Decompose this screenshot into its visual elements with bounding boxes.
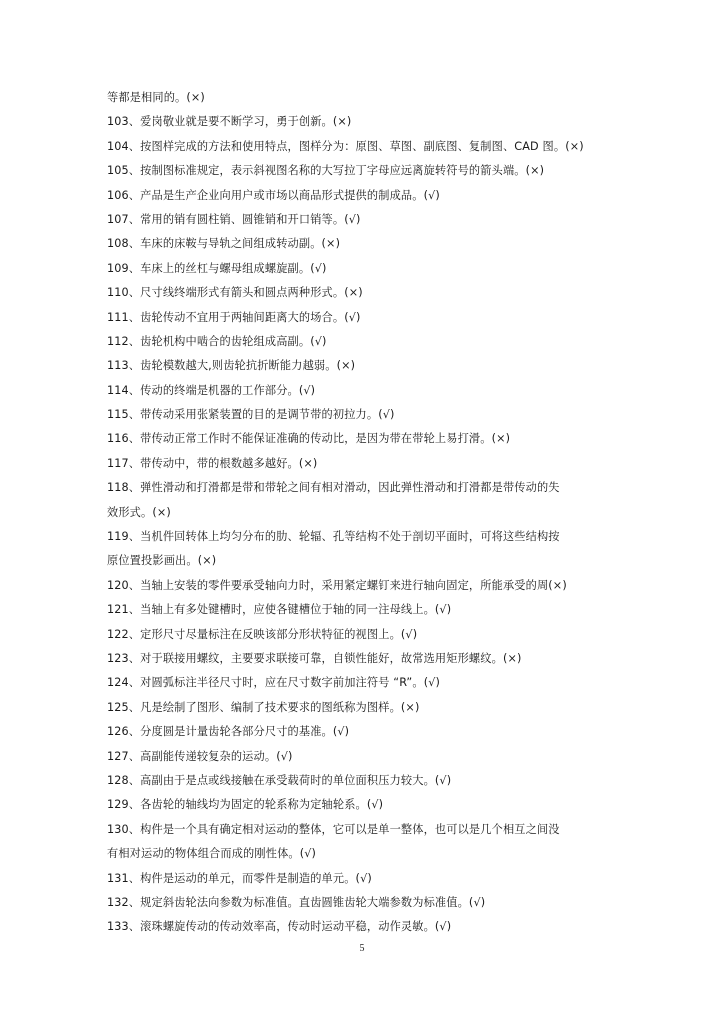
text-line: 121、当轴上有多处键槽时，应使各键槽位于轴的同一注母线上。(√) [107, 603, 452, 617]
text-line: 130、构件是一个具有确定相对运动的整体，它可以是单一整体，也可以是几个相互之间没 [107, 822, 560, 836]
text-line: 115、带传动采用张紧装置的目的是调节带的初拉力。(√) [107, 408, 395, 422]
text-line: 129、各齿轮的轴线均为固定的轮系称为定轴轮系。(√) [107, 798, 384, 812]
text-line: 123、对于联接用螺纹，主要要求联接可靠，自锁性能好，故常选用矩形螺纹。(×) [107, 651, 522, 665]
text-line: 133、滚珠螺旋传动的传动效率高，传动时运动平稳，动作灵敏。(√) [107, 920, 452, 934]
text-line: 等都是相同的。(×) [107, 91, 205, 104]
text-line: 112、齿轮机构中啮合的齿轮组成高副。(√) [107, 334, 327, 348]
text-line: 124、对圆弧标注半径尺寸时，应在尺寸数字前加注符号 “R”。(√) [107, 676, 441, 690]
text-body [107, 86, 622, 940]
text-line: 104、按图样完成的方法和使用特点，图样分为：原图、草图、副底图、复制图、CAD 图。(×) [107, 139, 584, 153]
text-line: 109、车床上的丝杠与螺母组成螺旋副。(√) [107, 261, 327, 275]
text-line: 131、构件是运动的单元，而零件是制造的单元。(√) [107, 871, 372, 885]
text-line: 128、高副由于是点或线接触在承受载荷时的单位面积压力较大。(√) [107, 773, 452, 787]
text-line: 125、凡是绘制了图形、编制了技术要求的图纸称为图样。(×) [107, 700, 420, 714]
text-line: 103、爱岗敬业就是要不断学习，勇于创新。(×) [107, 115, 352, 129]
text-line: 106、产品是生产企业向用户或市场以商品形式提供的制成品。(√) [107, 188, 440, 202]
text-line: 132、规定斜齿轮法向参数为标准值。直齿圆锥齿轮大端参数为标准值。(√) [107, 895, 486, 909]
text-line: 105、按制图标准规定，表示斜视图名称的大写拉丁字母应远离旋转符号的箭头端。(×) [107, 164, 545, 178]
page-number: 5 [359, 943, 365, 954]
text-line: 效形式。(×) [107, 505, 171, 519]
text-line: 113、齿轮模数越大,则齿轮抗折断能力越弱。(×) [107, 359, 356, 373]
text-line: 107、常用的销有圆柱销、圆锥销和开口销等。(√) [107, 212, 361, 226]
text-line: 120、当轴上安装的零件要承受轴向力时，采用紧定螺钉来进行轴向固定，所能承受的周(×) [107, 578, 567, 592]
text-line: 126、分度圆是计量齿轮各部分尺寸的基准。(√) [107, 725, 350, 739]
text-line: 119、当机件回转体上均匀分布的肋、轮辐、孔等结构不处于剖切平面时，可将这些结构按 [107, 530, 560, 544]
text-line: 111、齿轮传动不宜用于两轴间距离大的场合。(√) [107, 310, 361, 324]
text-line: 108、车床的床鞍与导轨之间组成转动副。(×) [107, 237, 341, 251]
text-line: 114、传动的终端是机器的工作部分。(√) [107, 383, 316, 397]
text-line: 122、定形尺寸尽量标注在反映该部分形状特征的视图上。(√) [107, 627, 418, 641]
text-line: 110、尺寸线终端形式有箭头和圆点两种形式。(×) [107, 286, 363, 300]
text-line: 116、带传动正常工作时不能保证准确的传动比，是因为带在带轮上易打滑。(×) [107, 432, 511, 446]
text-line: 原位置投影画出。(×) [107, 554, 217, 568]
text-line: 118、弹性滑动和打滑都是带和带轮之间有相对滑动，因此弹性滑动和打滑都是带传动的失 [107, 481, 560, 495]
text-line: 127、高副能传递较复杂的运动。(√) [107, 749, 293, 763]
text-line: 117、带传动中，带的根数越多越好。(×) [107, 456, 318, 470]
text-line: 有相对运动的物体组合而成的刚性体。(√) [107, 847, 317, 861]
